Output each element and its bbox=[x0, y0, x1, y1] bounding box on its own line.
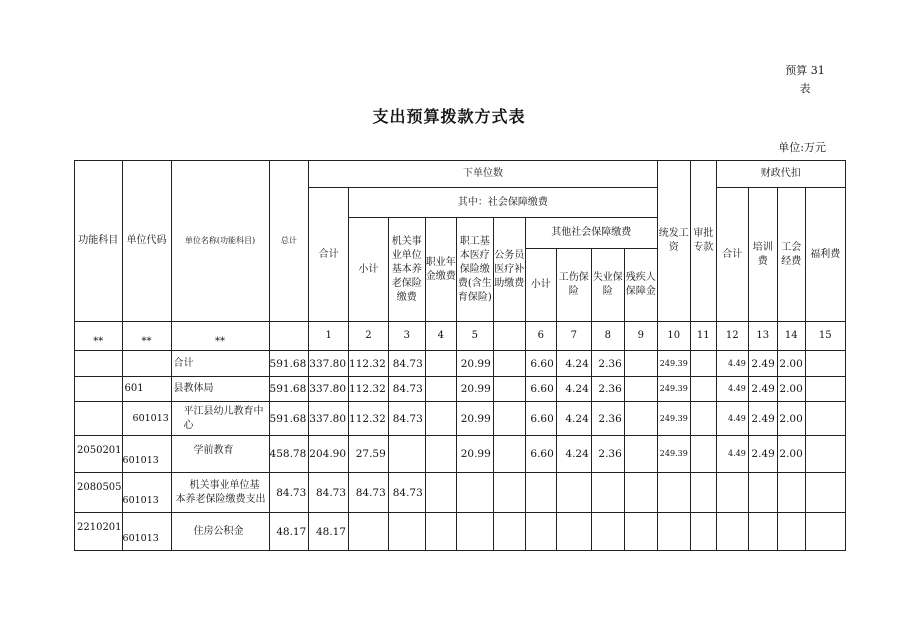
cell-cx bbox=[493, 473, 525, 513]
header-pension: 机关事业单位基本养老保险缴费 bbox=[388, 218, 425, 322]
cell-c12 bbox=[716, 513, 748, 551]
cell-c12: 4.49 bbox=[716, 402, 748, 436]
cell-c2: 84.73 bbox=[349, 473, 389, 513]
cell-c9 bbox=[624, 473, 657, 513]
cell-c3 bbox=[388, 436, 425, 473]
index-cell: 3 bbox=[388, 322, 425, 351]
cell-total: 458.78 bbox=[269, 436, 309, 473]
cell-c2: 27.59 bbox=[349, 436, 389, 473]
cell-c3: 84.73 bbox=[388, 351, 425, 377]
cell-code: 601013 bbox=[122, 402, 171, 436]
header-subtotal-a: 合计 bbox=[309, 188, 349, 322]
header-unit-name: 单位名称(功能科目) bbox=[171, 161, 269, 322]
index-cell: 10 bbox=[657, 322, 690, 351]
cell-cx bbox=[493, 377, 525, 402]
cell-c10 bbox=[657, 473, 690, 513]
form-reference-line2: 表 bbox=[799, 82, 811, 95]
header-other-subtotal: 小计 bbox=[525, 249, 556, 322]
cell-c2: 112.32 bbox=[349, 351, 389, 377]
index-cell: 4 bbox=[425, 322, 456, 351]
cell-c12 bbox=[716, 473, 748, 513]
cell-c11 bbox=[690, 402, 716, 436]
header-annuity: 职业年金缴费 bbox=[425, 218, 456, 322]
header-special: 审批专款 bbox=[690, 161, 716, 322]
index-row bbox=[75, 322, 846, 351]
cell-c3: 84.73 bbox=[388, 473, 425, 513]
table-row bbox=[75, 377, 846, 402]
cell-c9 bbox=[624, 436, 657, 473]
cell-code: 601013 bbox=[122, 473, 171, 513]
cell-code: 601013 bbox=[122, 513, 171, 551]
cell-c5: 20.99 bbox=[456, 402, 493, 436]
cell-c13: 2.49 bbox=[748, 377, 777, 402]
index-cell bbox=[493, 322, 525, 351]
table-body bbox=[75, 351, 846, 551]
header-medical: 职工基本医疗保险缴费(含生育保险) bbox=[456, 218, 493, 322]
index-cell: 12 bbox=[716, 322, 748, 351]
index-cell: ** bbox=[122, 322, 171, 351]
cell-c8 bbox=[591, 473, 624, 513]
index-cell: 13 bbox=[748, 322, 777, 351]
header-social-security: 其中：社会保障缴费 bbox=[349, 188, 658, 218]
cell-c7 bbox=[556, 473, 591, 513]
table-row bbox=[75, 436, 846, 473]
cell-total: 591.68 bbox=[269, 377, 309, 402]
cell-c7: 4.24 bbox=[556, 436, 591, 473]
cell-name: 学前教育 bbox=[171, 436, 269, 473]
cell-c3 bbox=[388, 513, 425, 551]
table-row bbox=[75, 513, 846, 551]
cell-c6 bbox=[525, 513, 556, 551]
cell-c5: 20.99 bbox=[456, 377, 493, 402]
cell-c10: 249.39 bbox=[657, 402, 690, 436]
cell-code: 601013 bbox=[122, 436, 171, 473]
cell-c15 bbox=[805, 351, 845, 377]
cell-c11 bbox=[690, 436, 716, 473]
cell-c2: 112.32 bbox=[349, 377, 389, 402]
cell-func: 2210201 bbox=[75, 513, 123, 551]
cell-func bbox=[75, 377, 123, 402]
cell-c4 bbox=[425, 473, 456, 513]
cell-cx bbox=[493, 351, 525, 377]
cell-c2: 112.32 bbox=[349, 402, 389, 436]
cell-c13: 2.49 bbox=[748, 351, 777, 377]
cell-c1: 337.80 bbox=[309, 351, 349, 377]
cell-c7: 4.24 bbox=[556, 377, 591, 402]
cell-c4 bbox=[425, 351, 456, 377]
cell-c5: 20.99 bbox=[456, 436, 493, 473]
index-cell: ** bbox=[171, 322, 269, 351]
cell-c1: 337.80 bbox=[309, 402, 349, 436]
cell-c15 bbox=[805, 473, 845, 513]
cell-c11 bbox=[690, 513, 716, 551]
index-cell: 9 bbox=[624, 322, 657, 351]
cell-func bbox=[75, 351, 123, 377]
header-unit-code: 单位代码 bbox=[122, 161, 171, 322]
cell-c14: 2.00 bbox=[777, 402, 805, 436]
cell-cx bbox=[493, 402, 525, 436]
index-cell: 15 bbox=[805, 322, 845, 351]
cell-c4 bbox=[425, 377, 456, 402]
cell-c8: 2.36 bbox=[591, 351, 624, 377]
cell-c12: 4.49 bbox=[716, 436, 748, 473]
cell-c11 bbox=[690, 473, 716, 513]
page-title: 支出预算拨款方式表 bbox=[372, 107, 526, 126]
cell-c8: 2.36 bbox=[591, 377, 624, 402]
cell-name: 合计 bbox=[171, 351, 269, 377]
cell-c2 bbox=[349, 513, 389, 551]
cell-c4 bbox=[425, 436, 456, 473]
cell-c9 bbox=[624, 377, 657, 402]
cell-c1: 337.80 bbox=[309, 377, 349, 402]
cell-code bbox=[122, 351, 171, 377]
cell-cx bbox=[493, 513, 525, 551]
cell-c5: 20.99 bbox=[456, 351, 493, 377]
cell-c8 bbox=[591, 513, 624, 551]
index-cell: 11 bbox=[690, 322, 716, 351]
cell-c7 bbox=[556, 513, 591, 551]
cell-c11 bbox=[690, 377, 716, 402]
cell-c9 bbox=[624, 402, 657, 436]
cell-c1: 48.17 bbox=[309, 513, 349, 551]
cell-c10: 249.39 bbox=[657, 436, 690, 473]
cell-c15 bbox=[805, 513, 845, 551]
cell-c13 bbox=[748, 513, 777, 551]
header-civil-medical: 公务员医疗补助缴费 bbox=[493, 218, 525, 322]
header-fa-total: 合计 bbox=[716, 188, 748, 322]
cell-total: 48.17 bbox=[269, 513, 309, 551]
cell-c8: 2.36 bbox=[591, 402, 624, 436]
index-cell: ** bbox=[75, 322, 123, 351]
table-row bbox=[75, 473, 846, 513]
cell-c9 bbox=[624, 513, 657, 551]
cell-func bbox=[75, 402, 123, 436]
cell-name: 平江县幼儿教育中心 bbox=[171, 402, 269, 436]
cell-name: 县教体局 bbox=[171, 377, 269, 402]
cell-c13: 2.49 bbox=[748, 436, 777, 473]
cell-c6: 6.60 bbox=[525, 351, 556, 377]
cell-c7: 4.24 bbox=[556, 351, 591, 377]
cell-c12: 4.49 bbox=[716, 377, 748, 402]
cell-c1: 204.90 bbox=[309, 436, 349, 473]
cell-name: 住房公积金 bbox=[171, 513, 269, 551]
index-cell: 7 bbox=[556, 322, 591, 351]
cell-total: 84.73 bbox=[269, 473, 309, 513]
cell-c3: 84.73 bbox=[388, 402, 425, 436]
cell-c11 bbox=[690, 351, 716, 377]
table-header bbox=[75, 161, 846, 351]
cell-code: 601 bbox=[122, 377, 171, 402]
cell-c14: 2.00 bbox=[777, 377, 805, 402]
form-reference bbox=[780, 62, 830, 98]
header-salary: 统发工资 bbox=[657, 161, 690, 322]
cell-c7: 4.24 bbox=[556, 402, 591, 436]
index-cell: 8 bbox=[591, 322, 624, 351]
budget-table bbox=[74, 160, 846, 551]
cell-c14: 2.00 bbox=[777, 351, 805, 377]
cell-c9 bbox=[624, 351, 657, 377]
cell-c10: 249.39 bbox=[657, 377, 690, 402]
cell-c15 bbox=[805, 377, 845, 402]
cell-func: 2080505 bbox=[75, 473, 123, 513]
cell-c3: 84.73 bbox=[388, 377, 425, 402]
index-cell bbox=[269, 322, 309, 351]
cell-total: 591.68 bbox=[269, 351, 309, 377]
cell-c6: 6.60 bbox=[525, 377, 556, 402]
cell-c6: 6.60 bbox=[525, 436, 556, 473]
cell-func: 2050201 bbox=[75, 436, 123, 473]
form-reference-line1: 预算 31 bbox=[785, 64, 825, 77]
cell-c4 bbox=[425, 513, 456, 551]
cell-c15 bbox=[805, 436, 845, 473]
cell-c12: 4.49 bbox=[716, 351, 748, 377]
index-cell: 2 bbox=[349, 322, 389, 351]
cell-c13: 2.49 bbox=[748, 402, 777, 436]
header-unemployment: 失业保险 bbox=[591, 249, 624, 322]
cell-c1: 84.73 bbox=[309, 473, 349, 513]
header-union: 工会经费 bbox=[777, 188, 805, 322]
header-subtotal-b: 小计 bbox=[349, 218, 389, 322]
cell-c6 bbox=[525, 473, 556, 513]
header-func-code: 功能科目 bbox=[75, 161, 123, 322]
header-training: 培训费 bbox=[748, 188, 777, 322]
index-cell: 1 bbox=[309, 322, 349, 351]
header-welfare: 福利费 bbox=[805, 188, 845, 322]
cell-c15 bbox=[805, 402, 845, 436]
cell-name: 机关事业单位基本养老保险缴费支出 bbox=[171, 473, 269, 513]
cell-c14: 2.00 bbox=[777, 436, 805, 473]
table-row bbox=[75, 402, 846, 436]
header-finance-agent: 财政代扣 bbox=[716, 161, 845, 188]
table-row-total bbox=[75, 351, 846, 377]
header-other-social: 其他社会保障缴费 bbox=[525, 218, 657, 249]
cell-c6: 6.60 bbox=[525, 402, 556, 436]
header-total: 总计 bbox=[269, 161, 309, 322]
cell-c5 bbox=[456, 513, 493, 551]
index-cell: 5 bbox=[456, 322, 493, 351]
cell-c14 bbox=[777, 513, 805, 551]
header-lower-units: 下单位数 bbox=[309, 161, 658, 188]
cell-c14 bbox=[777, 473, 805, 513]
cell-c10: 249.39 bbox=[657, 351, 690, 377]
cell-c8: 2.36 bbox=[591, 436, 624, 473]
cell-c10 bbox=[657, 513, 690, 551]
cell-c4 bbox=[425, 402, 456, 436]
header-disability: 残疾人保障金 bbox=[624, 249, 657, 322]
unit-label: 单位:万元 bbox=[778, 141, 826, 154]
cell-c13 bbox=[748, 473, 777, 513]
header-injury: 工伤保险 bbox=[556, 249, 591, 322]
cell-total: 591.68 bbox=[269, 402, 309, 436]
index-cell: 14 bbox=[777, 322, 805, 351]
cell-cx bbox=[493, 436, 525, 473]
index-cell: 6 bbox=[525, 322, 556, 351]
cell-c5 bbox=[456, 473, 493, 513]
